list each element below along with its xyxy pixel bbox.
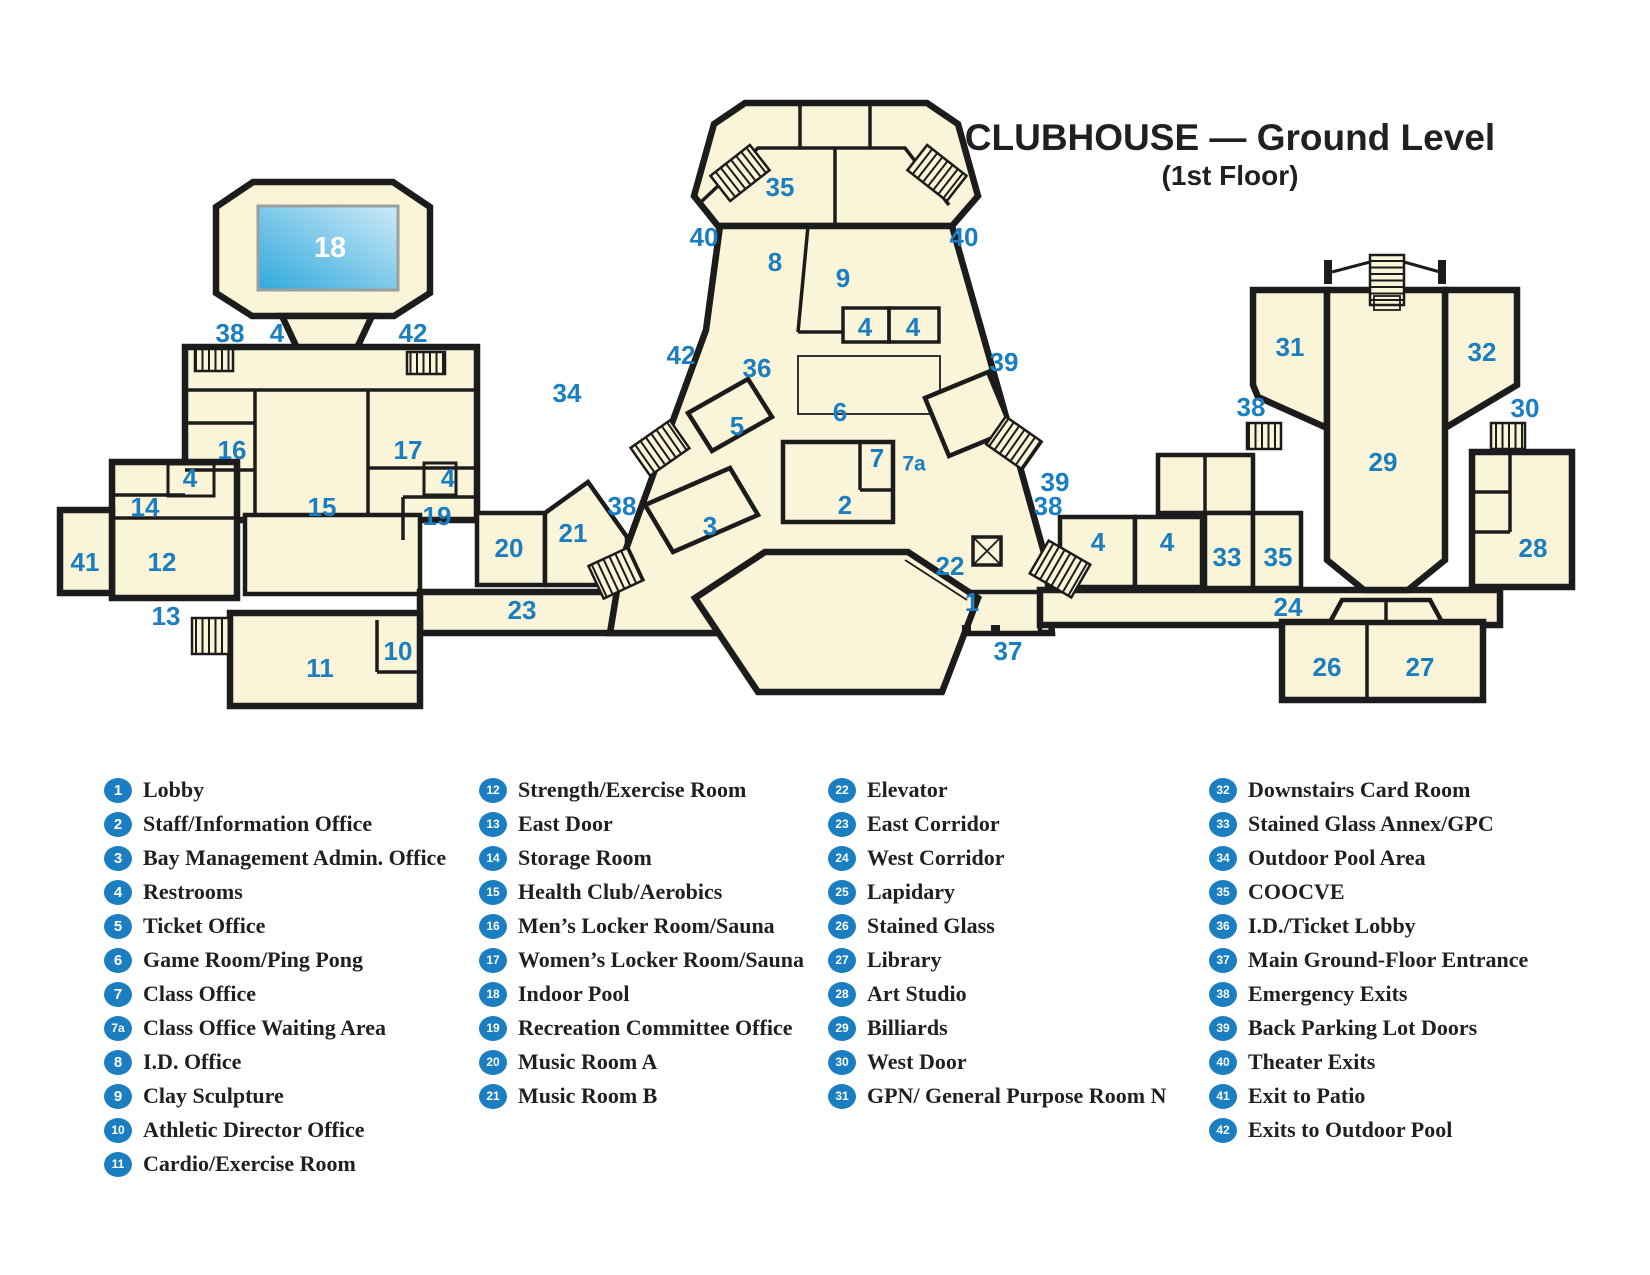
room-number-label: 1 <box>964 587 980 617</box>
legend-item <box>828 875 1166 909</box>
legend-item <box>479 875 804 909</box>
legend-number-badge: 34 <box>1209 846 1237 871</box>
legend-number-badge: 5 <box>104 914 132 939</box>
room-number-label: 26 <box>1312 652 1342 682</box>
legend-number-badge: 1 <box>104 778 132 803</box>
legend-number-badge: 35 <box>1209 880 1237 905</box>
room-number-label: 9 <box>835 263 851 293</box>
entrance-door-tick <box>962 625 971 633</box>
stairs-icon <box>192 618 230 654</box>
legend-number-badge: 8 <box>104 1050 132 1075</box>
legend-item <box>1209 1045 1528 1079</box>
legend-number-badge: 13 <box>479 812 507 837</box>
legend-number-badge: 19 <box>479 1016 507 1041</box>
legend-item <box>828 977 1166 1011</box>
legend-item <box>479 1079 804 1113</box>
legend-number-badge: 11 <box>104 1152 132 1177</box>
room-number-label: 40 <box>689 222 719 252</box>
legend-item-label: Elevator <box>867 777 948 802</box>
legend-number-badge: 23 <box>828 812 856 837</box>
room-number-label: 7a <box>902 452 926 476</box>
room-number-label: 28 <box>1518 533 1548 563</box>
legend-item <box>479 807 804 841</box>
legend-item-label: East Corridor <box>867 811 1000 836</box>
legend-item-label: Athletic Director Office <box>143 1117 365 1142</box>
legend-number-badge: 10 <box>104 1118 132 1143</box>
room-number-label: 7 <box>869 443 885 473</box>
legend-item <box>104 1147 446 1181</box>
room-number-label: 6 <box>832 397 848 427</box>
legend-item-label: Class Office <box>143 981 257 1006</box>
legend-item <box>1209 943 1528 977</box>
legend-item <box>828 841 1166 875</box>
legend-number-badge: 31 <box>828 1084 856 1109</box>
legend-item-label: Lapidary <box>867 879 956 904</box>
room-number-label: 38 <box>1033 491 1063 521</box>
room-number-label: 5 <box>729 411 745 441</box>
stairs-icon <box>195 349 233 371</box>
legend-number-badge: 7 <box>104 982 132 1007</box>
stairs-icon <box>407 352 445 374</box>
legend-number-badge: 18 <box>479 982 507 1007</box>
legend-item-label: Exits to Outdoor Pool <box>1248 1117 1453 1142</box>
legend-item-label: Emergency Exits <box>1248 981 1408 1006</box>
legend-number-badge: 24 <box>828 846 856 871</box>
legend-number-badge: 22 <box>828 778 856 803</box>
room-number-label: 16 <box>217 435 247 465</box>
legend-item <box>479 977 804 1011</box>
room-number-label: 21 <box>558 518 588 548</box>
legend-number-badge: 21 <box>479 1084 507 1109</box>
legend-item-label: West Door <box>867 1049 967 1074</box>
legend-number-badge: 33 <box>1209 812 1237 837</box>
legend-item-label: Strength/Exercise Room <box>518 777 747 802</box>
legend-item-label: COOCVE <box>1248 879 1345 904</box>
legend-item-label: Exit to Patio <box>1248 1083 1366 1108</box>
room-number-label: 39 <box>989 347 1019 377</box>
legend-item <box>104 875 446 909</box>
legend-item <box>828 1045 1166 1079</box>
legend-item <box>1209 807 1528 841</box>
legend-item-label: Stained Glass Annex/GPC <box>1248 811 1494 836</box>
legend-item <box>1209 909 1528 943</box>
room-number-label: 38 <box>607 491 637 521</box>
legend-column-1 <box>104 773 446 1181</box>
legend-item <box>1209 773 1528 807</box>
room-number-label: 38 <box>215 318 245 348</box>
room-number-label: 42 <box>398 318 428 348</box>
legend-item <box>104 943 446 977</box>
room-number-label: 24 <box>1273 592 1303 622</box>
legend-item <box>479 1011 804 1045</box>
legend-item-label: Music Room B <box>518 1083 658 1108</box>
health-club-lower <box>245 515 420 594</box>
room-number-label: 41 <box>70 547 100 577</box>
legend-item-label: Main Ground-Floor Entrance <box>1248 947 1529 972</box>
legend-number-badge: 12 <box>479 778 507 803</box>
legend-item-label: Game Room/Ping Pong <box>143 947 363 972</box>
room-number-label: 4 <box>1090 527 1106 557</box>
room-number-label: 17 <box>393 435 423 465</box>
legend-item <box>828 909 1166 943</box>
legend-number-badge: 16 <box>479 914 507 939</box>
room-number-label: 29 <box>1368 447 1398 477</box>
legend-number-badge: 27 <box>828 948 856 973</box>
room-number-label: 30 <box>1510 393 1540 423</box>
room-number-label: 38 <box>1236 392 1266 422</box>
right-building <box>1030 255 1572 700</box>
legend-number-badge: 28 <box>828 982 856 1007</box>
legend-item <box>104 841 446 875</box>
legend-item <box>1209 841 1528 875</box>
legend-item <box>479 841 804 875</box>
legend-item-label: West Corridor <box>867 845 1005 870</box>
legend-item-label: Class Office Waiting Area <box>143 1015 387 1040</box>
legend-number-badge: 32 <box>1209 778 1237 803</box>
legend-item <box>828 943 1166 977</box>
entrance-door-tick <box>991 625 1000 633</box>
legend-item <box>104 909 446 943</box>
room-number-label: 42 <box>666 340 696 370</box>
legend-number-badge: 39 <box>1209 1016 1237 1041</box>
legend-item-label: Theater Exits <box>1248 1049 1376 1074</box>
legend-item-label: East Door <box>518 811 613 836</box>
legend-item-label: Back Parking Lot Doors <box>1248 1015 1478 1040</box>
room-number-label: 22 <box>935 551 965 581</box>
room-number-label: 12 <box>147 547 177 577</box>
legend-number-badge: 42 <box>1209 1118 1237 1143</box>
legend-number-badge: 30 <box>828 1050 856 1075</box>
legend-item <box>1209 977 1528 1011</box>
room-number-label: 35 <box>1263 542 1293 572</box>
room-number-label: 11 <box>306 653 334 683</box>
legend-item-label: Lobby <box>143 777 205 802</box>
stairs-icon <box>1491 423 1525 449</box>
page-subtitle: (1st Floor) <box>1161 160 1299 191</box>
legend-number-badge: 20 <box>479 1050 507 1075</box>
legend-item <box>828 773 1166 807</box>
legend-number-badge: 17 <box>479 948 507 973</box>
legend-item <box>104 977 446 1011</box>
legend-item <box>1209 1079 1528 1113</box>
room-number-label: 4 <box>440 463 456 493</box>
legend-item <box>479 909 804 943</box>
legend-item-label: I.D. Office <box>143 1049 242 1074</box>
room-number-label: 40 <box>949 222 979 252</box>
legend-number-badge: 38 <box>1209 982 1237 1007</box>
legend-item-label: Billiards <box>867 1015 948 1040</box>
legend-number-badge: 14 <box>479 846 507 871</box>
legend-item-label: Clay Sculpture <box>143 1083 284 1108</box>
billiards-room-29 <box>1327 290 1445 590</box>
room-number-label: 36 <box>742 353 772 383</box>
room-number-label: 39 <box>1040 467 1070 497</box>
legend-item <box>1209 1011 1528 1045</box>
room-number-label: 18 <box>313 232 347 264</box>
legend-item <box>104 1079 446 1113</box>
room-number-label: 4 <box>857 312 873 342</box>
room-number-label: 8 <box>767 247 783 277</box>
legend-item-label: Music Room A <box>518 1049 658 1074</box>
room-number-label: 23 <box>507 595 537 625</box>
room-number-label: 4 <box>182 463 198 493</box>
legend-item <box>104 807 446 841</box>
legend-number-badge: 15 <box>479 880 507 905</box>
art-studio-28 <box>1472 452 1572 587</box>
room-number-label: 15 <box>307 492 337 522</box>
legend-item-label: Restrooms <box>143 879 243 904</box>
room-number-label: 19 <box>422 501 452 531</box>
legend-number-badge: 26 <box>828 914 856 939</box>
room-number-label: 4 <box>905 312 921 342</box>
legend-item <box>828 1011 1166 1045</box>
page-title: CLUBHOUSE — Ground Level <box>964 117 1496 158</box>
legend-item-label: Bay Management Admin. Office <box>143 845 447 870</box>
legend-item-label: Health Club/Aerobics <box>518 879 723 904</box>
stairs-icon <box>1247 423 1281 449</box>
room-number-label: 4 <box>269 318 285 348</box>
room-number-label: 4 <box>1159 527 1175 557</box>
legend-item-label: Men’s Locker Room/Sauna <box>518 913 775 938</box>
legend-item-label: Storage Room <box>518 845 652 870</box>
room-number-label: 32 <box>1467 337 1497 367</box>
legend-item <box>479 1045 804 1079</box>
legend-item-label: Staff/Information Office <box>143 811 373 836</box>
legend-item-label: GPN/ General Purpose Room N <box>867 1083 1167 1108</box>
legend-number-badge: 37 <box>1209 948 1237 973</box>
legend-number-badge: 2 <box>104 812 132 837</box>
legend-item-label: Outdoor Pool Area <box>1248 845 1426 870</box>
legend-item <box>479 773 804 807</box>
room-number-label: 13 <box>151 601 181 631</box>
legend-item <box>104 773 446 807</box>
legend-number-badge: 9 <box>104 1084 132 1109</box>
stairs-icon <box>1370 255 1404 305</box>
room-number-label: 35 <box>765 172 795 202</box>
legend-item-label: Downstairs Card Room <box>1248 777 1471 802</box>
room-number-label: 27 <box>1405 652 1435 682</box>
legend-item <box>828 1079 1166 1113</box>
room-number-label: 33 <box>1212 542 1242 572</box>
legend-item-label: Art Studio <box>867 981 967 1006</box>
legend-number-badge: 40 <box>1209 1050 1237 1075</box>
legend-item <box>104 1045 446 1079</box>
west-wing <box>112 462 237 598</box>
legend-item-label: Stained Glass <box>867 913 995 938</box>
legend-column-4 <box>1209 773 1528 1147</box>
room-number-label: 31 <box>1275 332 1305 362</box>
room-number-label: 3 <box>702 511 718 541</box>
legend-item <box>1209 875 1528 909</box>
room-number-label: 2 <box>837 490 853 520</box>
legend-item <box>104 1113 446 1147</box>
legend-item <box>104 1011 446 1045</box>
legend-item-label: Indoor Pool <box>518 981 630 1006</box>
legend-item <box>479 943 804 977</box>
legend-number-badge: 7a <box>104 1016 132 1041</box>
room-number-label: 34 <box>552 378 582 408</box>
legend-item-label: Women’s Locker Room/Sauna <box>518 947 805 972</box>
room-number-label: 14 <box>130 492 160 522</box>
legend-number-badge: 25 <box>828 880 856 905</box>
legend-number-badge: 3 <box>104 846 132 871</box>
legend-number-badge: 36 <box>1209 914 1237 939</box>
room-number-label: 10 <box>383 636 413 666</box>
legend-number-badge: 41 <box>1209 1084 1237 1109</box>
legend-number-badge: 29 <box>828 1016 856 1041</box>
legend-item-label: Cardio/Exercise Room <box>143 1151 356 1176</box>
legend-item <box>1209 1113 1528 1147</box>
legend-number-badge: 4 <box>104 880 132 905</box>
room-number-label: 20 <box>494 533 524 563</box>
legend-item-label: Library <box>867 947 942 972</box>
legend-number-badge: 6 <box>104 948 132 973</box>
room-number-label: 37 <box>993 636 1023 666</box>
legend-item-label: Recreation Committee Office <box>518 1015 793 1040</box>
legend-item-label: I.D./Ticket Lobby <box>1248 913 1416 938</box>
legend-item-label: Ticket Office <box>143 913 266 938</box>
legend-item <box>828 807 1166 841</box>
legend-column-3 <box>828 773 1166 1113</box>
legend-column-2 <box>479 773 804 1113</box>
